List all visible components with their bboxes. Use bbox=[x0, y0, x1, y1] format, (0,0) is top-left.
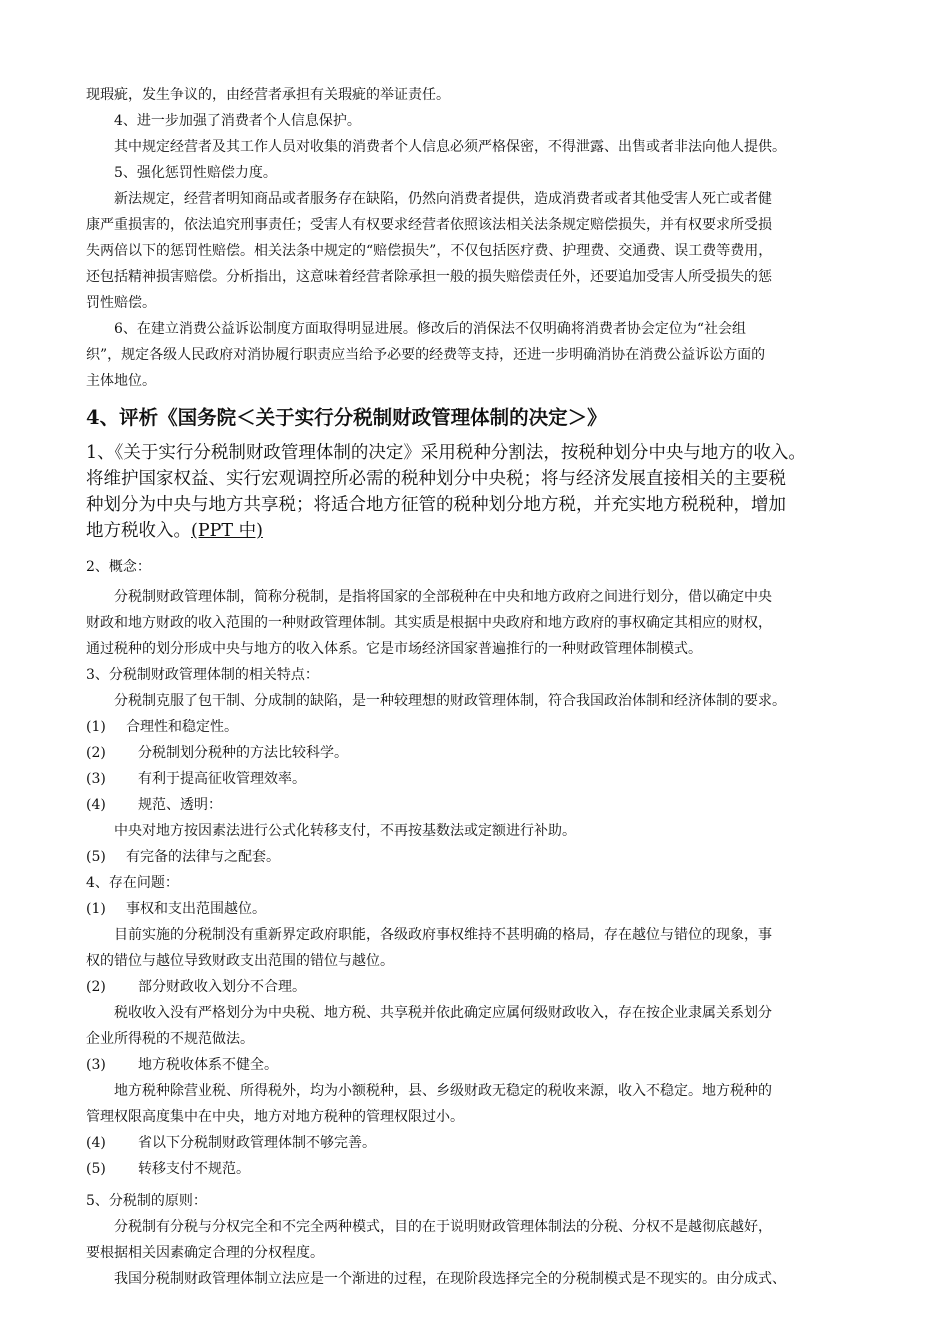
issue-item: (1) 事权和支出范围越位。 bbox=[86, 901, 266, 917]
feature-item: (1) 合理性和稳定性。 bbox=[86, 719, 238, 735]
text-line: 1、《关于实行分税制财政管理体制的决定》采用税种分割法，按税种划分中央与地方的收入。 bbox=[86, 443, 806, 463]
text-line: 失两倍以下的惩罚性赔偿。相关法条中规定的“赔偿损失”，不仅包括医疗费、护理费、交通费、误工费等费用， bbox=[86, 243, 773, 259]
item-heading: 5、强化惩罚性赔偿力度。 bbox=[114, 165, 277, 181]
text-line: 通过税种的划分形成中央与地方的收入体系。它是市场经济国家普遍推行的一种财政管理体制模式。 bbox=[86, 641, 702, 657]
text-line: 还包括精神损害赔偿。分析指出，这意味着经营者除承担一般的损失赔偿责任外，还要追加受害人所受损失的惩 bbox=[86, 269, 772, 285]
text-line: 康严重损害的，依法追究刑事责任；受害人有权要求经营者依照该法相关法条规定赔偿损失，并有权要求所受损 bbox=[86, 217, 772, 233]
text-line: 罚性赔偿。 bbox=[86, 295, 156, 311]
text-line: 其中规定经营者及其工作人员对收集的消费者个人信息必须严格保密，不得泄露、出售或者非法向他人提供。 bbox=[114, 139, 786, 155]
features-intro: 分税制克服了包干制、分成制的缺陷，是一种较理想的财政管理体制，符合我国政治体制和经济体制的要求。 bbox=[114, 693, 786, 709]
point-1 bbox=[86, 440, 886, 544]
issue-item: (4) 省以下分税制财政管理体制不够完善。 bbox=[86, 1135, 376, 1151]
document-page bbox=[86, 82, 886, 1292]
feature-item: (2) 分税制划分税种的方法比较科学。 bbox=[86, 745, 348, 761]
section-heading: 4、评析《国务院＜关于实行分税制财政管理体制的决定＞》 bbox=[86, 406, 607, 429]
text-line: 地方税种除营业税、所得税外，均为小额税种，县、乡级财政无稳定的税收来源，收入不稳定。地方税种的 bbox=[114, 1083, 772, 1099]
text-line: 新法规定，经营者明知商品或者服务存在缺陷，仍然向消费者提供，造成消费者或者其他受害人死亡或者健 bbox=[114, 191, 772, 207]
ppt-reference: (PPT 中) bbox=[191, 521, 263, 541]
text-line: 管理权限高度集中在中央，地方对地方税种的管理权限过小。 bbox=[86, 1109, 464, 1125]
concept-paragraph bbox=[86, 584, 886, 662]
text-line: 我国分税制财政管理体制立法应是一个渐进的过程，在现阶段选择完全的分税制模式是不现实的。由分成式、 bbox=[114, 1271, 786, 1287]
features-title: 3、分税制财政管理体制的相关特点： bbox=[86, 667, 319, 683]
issue-item: (3) 地方税收体系不健全。 bbox=[86, 1057, 278, 1073]
feature-item: (4) 规范、透明： bbox=[86, 797, 222, 813]
text-line: 现瑕疵，发生争议的，由经营者承担有关瑕疵的举证责任。 bbox=[86, 87, 450, 103]
issues-title: 4、存在问题： bbox=[86, 875, 179, 891]
paragraph-punitive bbox=[86, 186, 886, 316]
issue-item: (5) 转移支付不规范。 bbox=[86, 1161, 250, 1177]
text-line: 地方税收入。(PPT 中) bbox=[86, 521, 263, 541]
principles-title: 5、分税制的原则： bbox=[86, 1193, 207, 1209]
item-heading: 4、进一步加强了消费者个人信息保护。 bbox=[114, 113, 361, 129]
text-line: 将维护国家权益、实行宏观调控所必需的税种划分中央税；将与经济发展直接相关的主要税 bbox=[86, 469, 786, 489]
text-line: 种划分为中央与地方共享税；将适合地方征管的税种划分地方税，并充实地方税税种，增加 bbox=[86, 495, 786, 515]
text-line: 分税制有分税与分权完全和不完全两种模式，目的在于说明财政管理体制法的分税、分权不是越彻底越好， bbox=[114, 1219, 772, 1235]
feature-item: (5) 有完备的法律与之配套。 bbox=[86, 849, 280, 865]
text-line: 财政和地方财政的收入范围的一种财政管理体制。其实质是根据中央政府和地方政府的事权确定其相应的财权， bbox=[86, 615, 772, 631]
text-line: 织”，规定各级人民政府对消协履行职责应当给予必要的经费等支持，还进一步明确消协在消费公益诉讼方面的 bbox=[86, 347, 766, 363]
paragraph-public-interest bbox=[86, 316, 886, 394]
feature-detail: 中央对地方按因素法进行公式化转移支付，不再按基数法或定额进行补助。 bbox=[114, 823, 576, 839]
issue-item: (2) 部分财政收入划分不合理。 bbox=[86, 979, 306, 995]
text-line: 主体地位。 bbox=[86, 373, 156, 389]
text-line: 权的错位与越位导致财政支出范围的错位与越位。 bbox=[86, 953, 394, 969]
text-line: 税收收入没有严格划分为中央税、地方税、共享税并依此确定应属何级财政收入，存在按企业隶属关系划分 bbox=[114, 1005, 772, 1021]
concept-title: 2、概念： bbox=[86, 559, 151, 575]
text-line: 分税制财政管理体制，简称分税制，是指将国家的全部税种在中央和地方政府之间进行划分，借以确定中央 bbox=[114, 589, 772, 605]
feature-item: (3) 有利于提高征收管理效率。 bbox=[86, 771, 306, 787]
text-line: 6、在建立消费公益诉讼制度方面取得明显进展。修改后的消保法不仅明确将消费者协会定位为“社会组 bbox=[114, 321, 747, 337]
text-line: 企业所得税的不规范做法。 bbox=[86, 1031, 254, 1047]
text-line: 要根据相关因素确定合理的分权程度。 bbox=[86, 1245, 324, 1261]
text-line: 目前实施的分税制没有重新界定政府职能，各级政府事权维持不甚明确的格局，存在越位与错位的现象，事 bbox=[114, 927, 772, 943]
